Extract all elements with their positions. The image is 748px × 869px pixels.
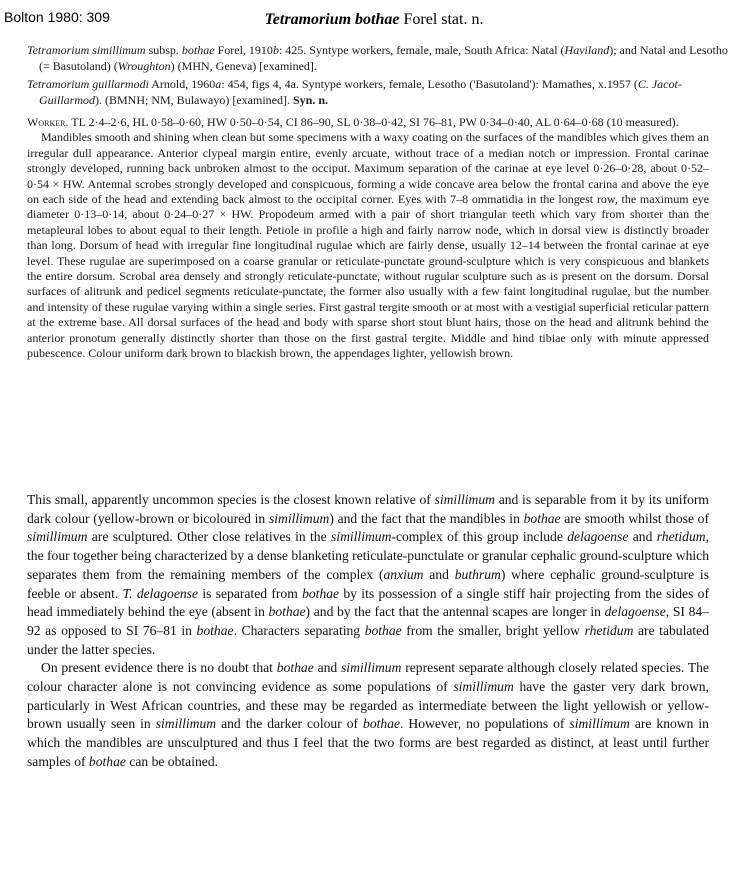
taxon-name: simillimum: [569, 716, 630, 732]
source-label: Bolton 1980: 309: [4, 9, 110, 25]
taxon-name: simillimum: [155, 716, 217, 732]
taxon-name: delagoense: [567, 529, 629, 545]
synonym-text: Forel, 1910: [214, 43, 273, 57]
discussion-text: ) and the fact that the mandibles in: [329, 510, 524, 526]
taxon-name: simillimum: [453, 679, 514, 695]
discussion-text: , SI 84–92 as opposed to SI 76–81 in: [27, 604, 709, 638]
description-body: Mandibles smooth and shining when clean but some specimens with a waxy coating on the surfaces of the mandibles which gives them an irregular dull appearance. Anterior clypeal margin entire, evenly arcuate, without trace of a median notch or impression. Frontal carinae strongly developed, running back unbroken almost to the occiput. Maximum separation of the carinae at eye level 0·26–0·28, about 0·52–0·54 × HW. Antennal scrobes strongly developed and conspicuous, forming a wide concave area below the frontal carina and above the eye on each side of the head and extending back almost to the occipital corner. Eyes with 7–8 ommatidia in the longest row, the maximum eye diameter 0·13–0·14, about 0·24–0·27 × HW. Propodeum armed with a pair of short triangular teeth which vary from shorter than the metapleural lobes to about equal to their length. Petiole in profile a high and fairly narrow node, which in dorsal view is distinctly broader than long. Dorsum of head with irregular fine longitudinal rugulae which are fairly dense, usually 12–14 between the frontal carinae at eye level. These rugulae are superimposed on a coarse granular or reticulate-punctate ground-sculpture which is very conspicuous and blankets the entire dorsum. Scrobal area densely and strongly reticulate-punctate, without rugular sculpture such as is present on the dorsum. Dorsal surfaces of alitrunk and pedicel segments reticulate-punctate, the former also usually with a few faint longitudinal rugulae, but the number and intensity of these rugulae varying within a single series. First gastral tergite smooth or at most with a vestigial superficial reticular pattern at the extreme base. All dorsal surfaces of the head and body with sparse short stout blunt hairs, those on the head and alitrunk behind the anterior pronotum generally distinctly shorter than those on the first gastral tergite. Middle and hind tibiae only with minute appressed pubescence. Colour uniform dark brown to blackish brown, the appendages lighter, yellowish brown.: [27, 130, 709, 361]
collector-name: Haviland: [564, 43, 610, 57]
synonymy-status: Syn. n.: [292, 93, 329, 107]
discussion-text: -complex of this group include: [391, 529, 568, 545]
taxon-name: anxium: [383, 566, 424, 582]
synonym-text: ); and Natal and Lesotho (= Basutoland) (: [39, 43, 728, 73]
taxon-name: bothae: [268, 604, 306, 620]
synonym-name: Tetramorium guillarmodi: [27, 77, 149, 91]
discussion-text: ) and by the fact that the antennal scapes are longer in: [305, 604, 605, 620]
taxon-name: simillimum: [434, 492, 495, 507]
taxon-name: bothae: [302, 585, 340, 601]
caste-label: Worker.: [27, 115, 69, 129]
discussion-text: , the four together being characterized by a dense blanketing reticulate-punctulate or granular cephalic ground-sculpture which separates them from the remaining members of the complex (: [27, 529, 709, 582]
discussion-text: On present evidence there is no doubt that: [41, 660, 277, 676]
discussion-text: and is separable from it by its uniform dark colour (yellow-brown or bicoloured in: [27, 492, 709, 526]
discussion-text: and: [628, 529, 657, 545]
taxon-name: bothae: [363, 716, 401, 732]
synonym-text: : 425. Syntype workers, female, male, South Africa: Natal (: [278, 43, 565, 57]
discussion-text: is separated from: [198, 585, 303, 601]
synonym-text: ) (MHN, Geneva) [examined].: [170, 59, 317, 73]
taxon-name: bothae: [88, 753, 126, 769]
discussion-text: and the darker colour of: [216, 716, 364, 732]
discussion-text: This small, apparently uncommon species is the closest known relative of: [27, 492, 435, 507]
synonym-text: subsp.: [145, 43, 182, 57]
discussion-text: ) where cephalic ground-sculpture is feeble or absent.: [27, 566, 709, 601]
taxon-name: bothae: [523, 510, 561, 526]
discussion-text: have the gaster very dark brown, particularly in West African countries, and these may be regarded as intermediate between the light yellowish or yellow-brown usually seen in: [27, 679, 709, 732]
taxon-name: simillimum: [27, 529, 88, 545]
synonymy-entry-1: [27, 42, 729, 74]
taxon-name: simillimum: [331, 529, 392, 545]
species-name: Tetramorium bothae: [264, 11, 400, 28]
taxon-name: simillimum: [341, 660, 402, 676]
collector-name: C. Jacot-Guillarmod: [39, 77, 682, 107]
discussion: [27, 491, 709, 772]
discussion-text: and: [313, 660, 341, 676]
discussion-paragraph-1: [27, 491, 709, 659]
discussion-text: represent separate although closely related species. The colour character alone is not convincing evidence as some populations of: [27, 660, 709, 695]
discussion-text: by its possession of a single stiff hair projecting from the sides of head immediately behind the eye (absent in: [27, 585, 709, 620]
taxon-name: bothae: [364, 622, 402, 638]
taxon-name: rhetidum: [656, 529, 706, 545]
synonym-year-suffix: b: [272, 43, 279, 57]
taxon-name: T. delagoense: [122, 585, 199, 601]
species-heading: [0, 11, 748, 29]
discussion-paragraph-2: [27, 659, 709, 771]
synonym-text: ). (BMNH; NM, Bulawayo) [examined].: [95, 93, 293, 107]
discussion-text: . However, no populations of: [400, 716, 570, 732]
taxon-name: bothae: [276, 660, 314, 676]
discussion-text: are known in which the mandibles are unsculptured and thus I feel that the two forms are best regarded as distinct, at least until further samples of: [27, 716, 709, 769]
synonym-taxon: bothae: [181, 43, 215, 57]
species-status: Forel stat. n.: [399, 11, 484, 28]
taxon-name: rhetidum: [584, 622, 634, 638]
discussion-text: can be obtained.: [125, 753, 219, 769]
synonymy-entry-2: [27, 76, 729, 108]
taxon-name: delagoense: [604, 604, 666, 620]
collector-name: Wroughton: [117, 59, 171, 73]
discussion-text: are tabulated under the latter species.: [27, 622, 710, 657]
synonym-year-suffix: a: [215, 77, 222, 91]
worker-description: [27, 115, 709, 362]
discussion-text: are sculptured. Other close relatives in the: [87, 529, 331, 545]
discussion-text: are smooth whilst those of: [560, 510, 710, 526]
taxon-name: simillimum: [268, 510, 330, 526]
synonym-text: Arnold, 1960: [148, 77, 216, 91]
taxon-name: buthrum: [454, 566, 501, 582]
synonym-name: Tetramorium simillimum: [27, 43, 146, 57]
discussion-text: from the smaller, bright yellow: [401, 622, 585, 638]
measurements: TL 2·4–2·6, HL 0·58–0·60, HW 0·50–0·54, CI 86–90, SL 0·38–0·42, SI 76–81, PW 0·34–0·40, AL 0·64–0·68 (10 measured).: [68, 115, 679, 129]
taxon-name: bothae: [196, 622, 234, 638]
synonym-text: : 454, figs 4, 4a. Syntype workers, female, Lesotho ('Basutoland'): Mamathes, x.1957 (: [221, 77, 638, 91]
discussion-text: and: [423, 566, 455, 582]
discussion-text: . Characters separating: [233, 622, 365, 638]
